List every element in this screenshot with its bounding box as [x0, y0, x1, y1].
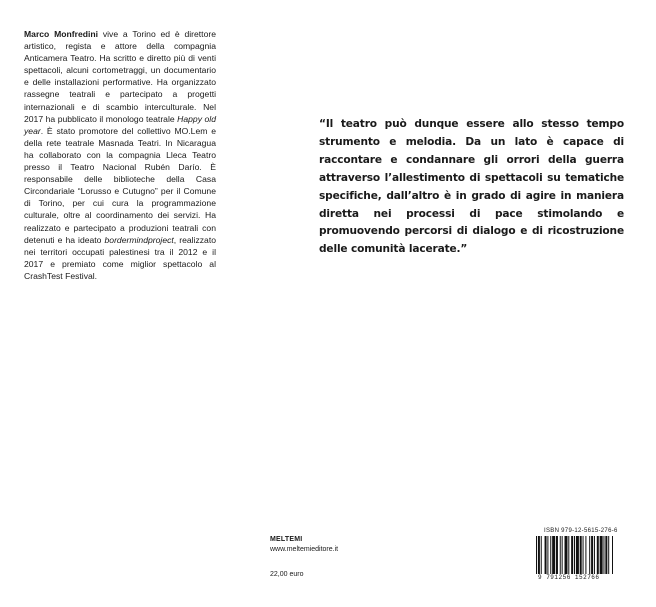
isbn-label: ISBN 979-12-5615-276-6 — [544, 528, 618, 534]
barcode-bar — [556, 536, 558, 574]
barcode-bar — [589, 536, 590, 574]
barcode-bar — [605, 536, 607, 574]
barcode-bar — [612, 536, 613, 574]
bio-text-1: vive a Torino ed è direttore artistico, regista e attore della compagnia Anticamera Teatro. Ha scritto e diretto più di venti spettacoli, alcuni cortometraggi, un documentario e delle installazioni performative. Ha organizzato rassegne teatrali e partecipato a progetti internazionali e di scambio interculturale. Nel 2017 ha pubblicato il monologo teatrale — [24, 29, 216, 124]
barcode-bar — [571, 536, 573, 574]
barcode-bar — [576, 536, 579, 574]
author-name: Marco Monfredini — [24, 29, 99, 39]
barcode-bar — [550, 536, 551, 574]
publisher-website: www.meltemieditore.it — [270, 545, 339, 553]
barcode-bar — [565, 536, 568, 574]
barcode-bar — [541, 536, 542, 574]
barcode-bar — [594, 536, 595, 574]
barcode-bar — [538, 536, 540, 574]
barcode-bar — [597, 536, 599, 574]
barcode-bar — [580, 536, 582, 574]
barcode-bar — [560, 536, 561, 574]
publisher-block — [270, 535, 338, 554]
barcode-bar — [545, 536, 547, 574]
bio-text-2: . È stato promotore del collettivo MO.Lem e della rete teatrale Masnada Teatri. In Nicaragua ha collaborato con la compagnia Lleca Teatro presso il Teatro Nacional Rubén Darío. È responsabile delle biblioteche della Casa Circondariale “Lorusso e Cutugno” per il Comune di Torino, per cui cura la programmazione culturale, oltre al coordinamento dei servizi. Ha realizzato e partecipato a produzioni teatrali con detenuti e ha ideato — [24, 125, 216, 245]
barcode-digits: 9 791256 152766 — [538, 574, 600, 581]
barcode-bar — [562, 536, 563, 574]
publisher-name: MELTEMI — [270, 536, 303, 543]
barcode-bar — [591, 536, 593, 574]
barcode-bar — [552, 536, 555, 574]
barcode-bar — [574, 536, 575, 574]
author-bio — [24, 28, 216, 282]
back-cover-quote: “Il teatro può dunque essere allo stesso tempo strumento e melodia. Da un lato è capace di raccontare e condannare gli orrori della guerra attraverso l’allestimento di spettacoli su tematiche specifiche, dall’altro è in grado di agire in maniera diretta nei processi di pace stimolando e promuovendo percorsi di dialogo e di ricostruzione delle comunità lacerate.” — [319, 118, 624, 256]
bio-title-1: Happy old year — [24, 113, 216, 136]
bio-text-3: , realizzato nei territori occupati palestinesi tra il 2012 e il 2017 e premiato come miglior spettacolo al CrashTest Festival. — [24, 234, 216, 281]
bio-title-2: bordermindproject — [104, 234, 174, 245]
barcode — [536, 536, 628, 574]
barcode-bar — [536, 536, 537, 574]
barcode-bar — [568, 536, 569, 574]
barcode-bar — [600, 536, 603, 574]
price: 22,00 euro — [270, 571, 304, 578]
barcode-bar — [585, 536, 586, 574]
barcode-bar — [608, 536, 609, 574]
barcode-bar — [547, 536, 548, 574]
barcode-bar — [603, 536, 604, 574]
barcode-bar — [583, 536, 584, 574]
